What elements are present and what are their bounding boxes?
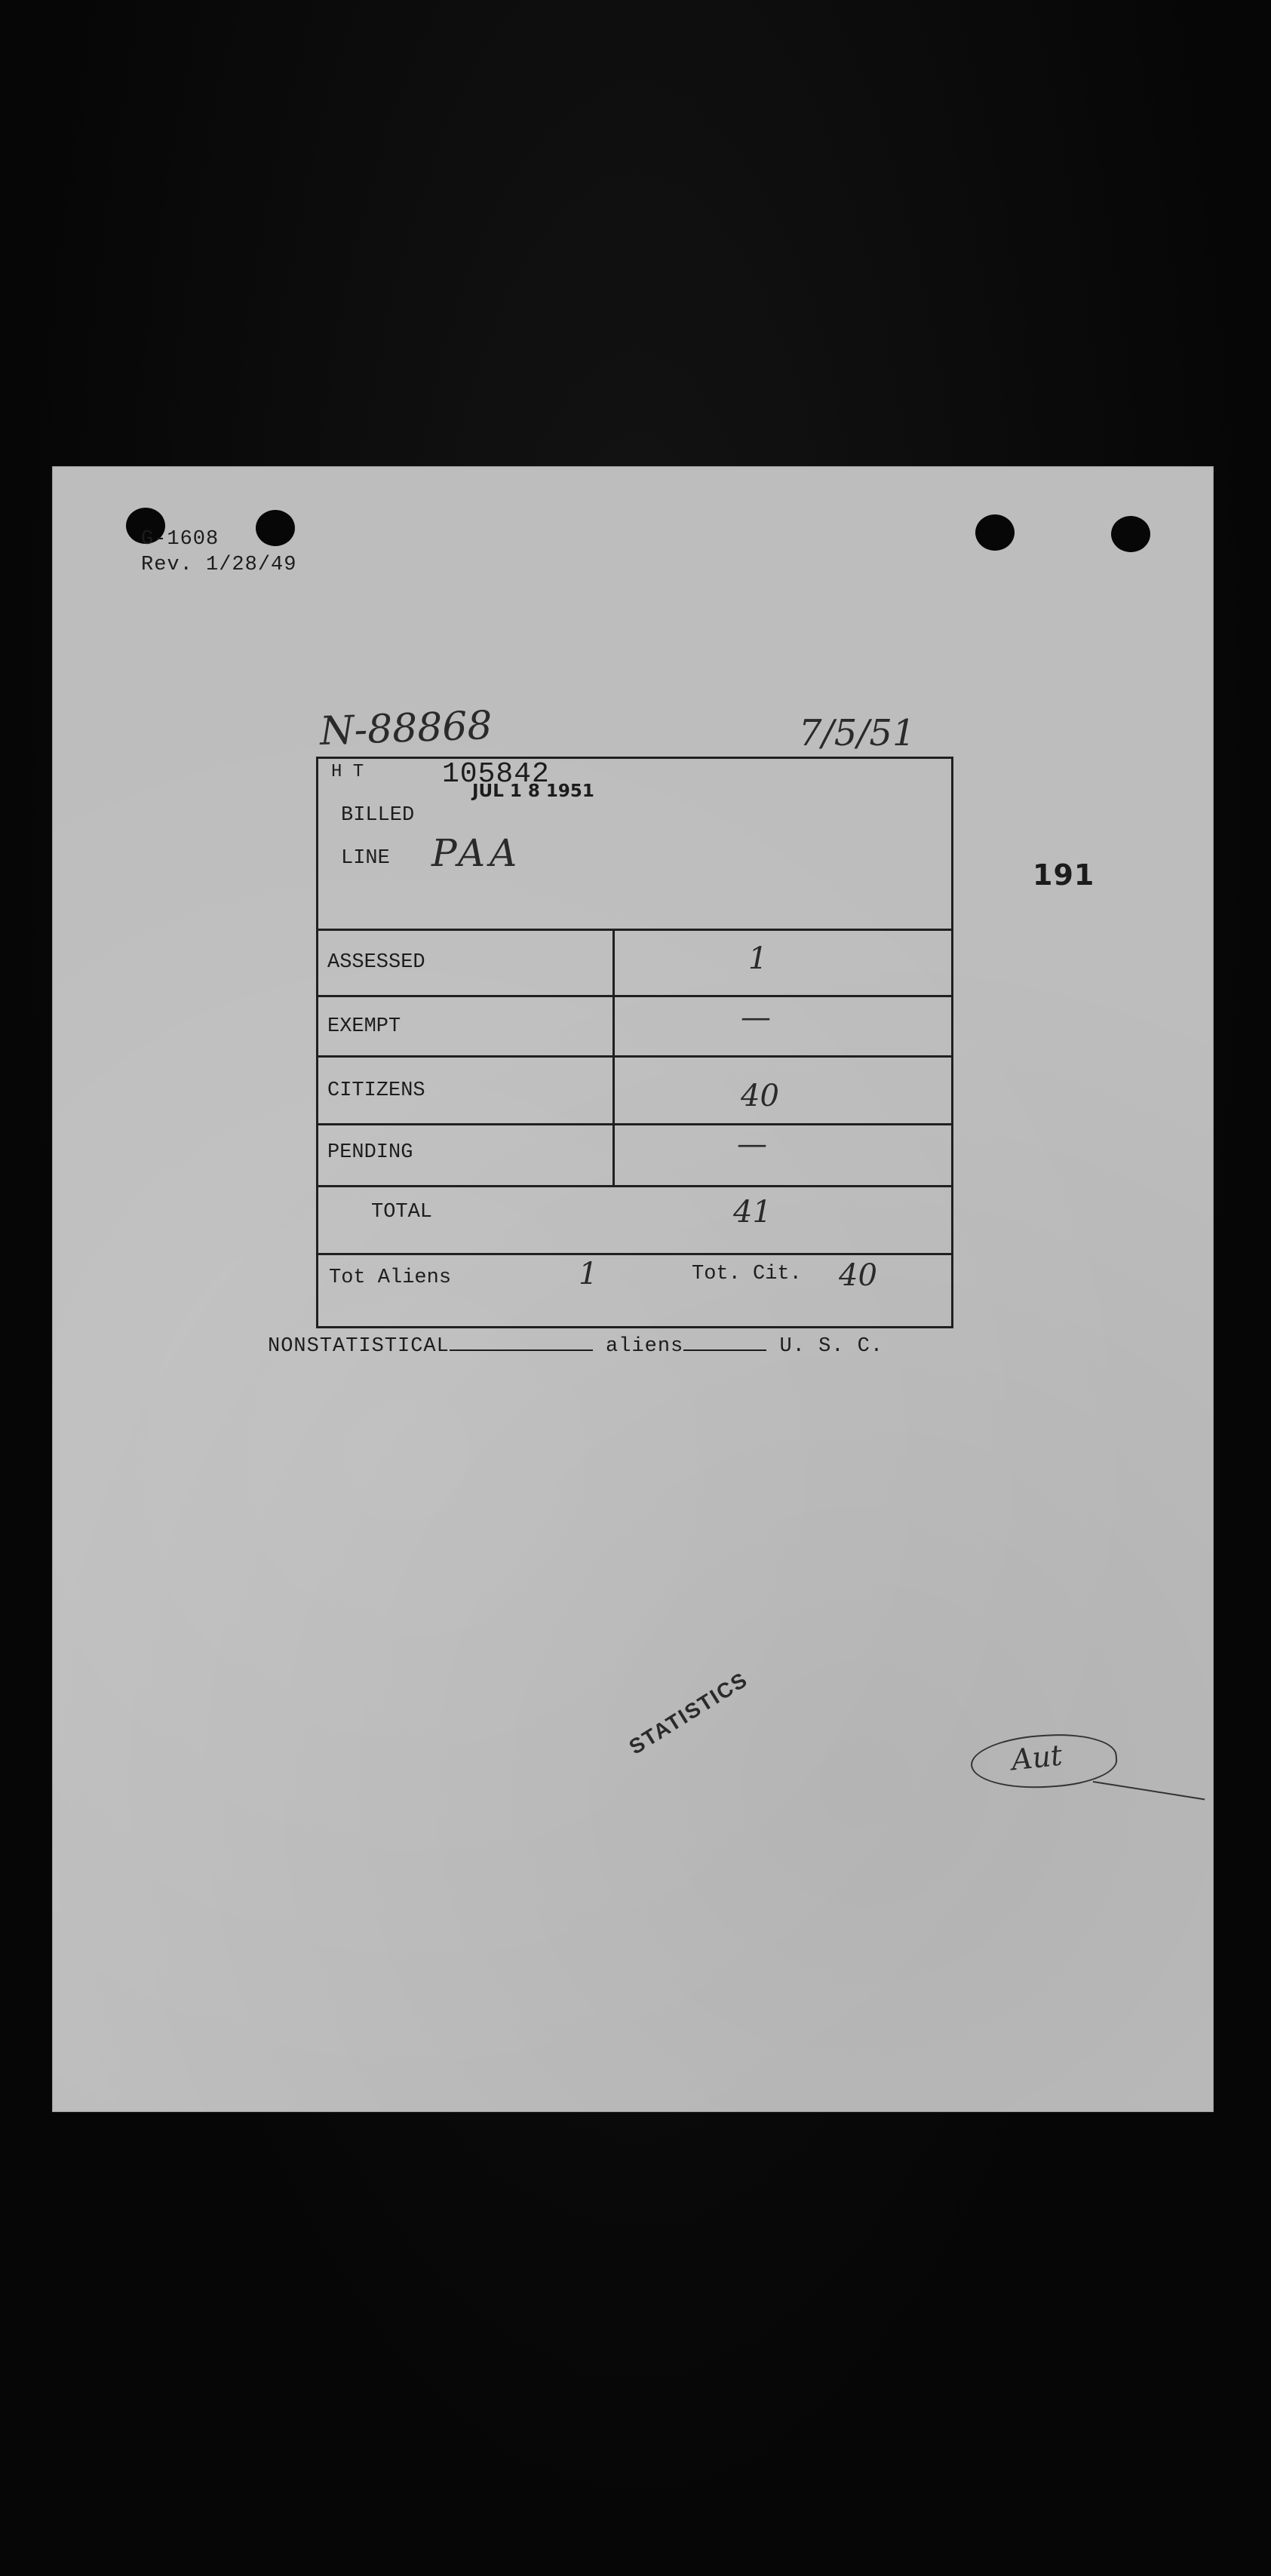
- row-label-pending: PENDING: [327, 1141, 413, 1164]
- total-citizens-label: Tot. Cit.: [692, 1263, 802, 1285]
- aliens-blank: [683, 1349, 766, 1351]
- line-label: LINE: [341, 847, 390, 870]
- row-value-pending: —: [737, 1127, 767, 1162]
- aliens-label: aliens: [606, 1335, 684, 1358]
- page-number: 191: [1033, 858, 1095, 892]
- statistics-stamp: STATISTICS: [625, 1667, 752, 1759]
- table-divider: [318, 929, 951, 931]
- document-sheet: [52, 466, 1214, 2112]
- inspector-initials: Aut: [1009, 1738, 1064, 1777]
- form-number: G-1608: [141, 528, 220, 551]
- table-divider: [318, 1055, 951, 1058]
- row-label-exempt: EXEMPT: [327, 1015, 401, 1038]
- total-citizens-value: 40: [839, 1258, 877, 1293]
- initials-tail: [1093, 1781, 1205, 1800]
- billed-label: BILLED: [341, 804, 415, 827]
- usc-label: U. S. C.: [779, 1335, 884, 1358]
- row-label-citizens: CITIZENS: [327, 1079, 425, 1102]
- line-value: PAA: [431, 831, 522, 875]
- punch-hole-2: [256, 510, 295, 546]
- table-divider: [318, 1123, 951, 1125]
- row-value-citizens: 40: [741, 1079, 779, 1113]
- total-aliens-label: Tot Aliens: [329, 1267, 452, 1289]
- total-aliens-value: 1: [579, 1257, 598, 1291]
- form-revision: Rev. 1/28/49: [141, 554, 297, 576]
- row-value-exempt: —: [741, 1000, 771, 1035]
- punch-hole-4: [1111, 516, 1150, 552]
- ht-label: H T: [331, 762, 364, 782]
- punch-hole-3: [975, 514, 1015, 551]
- nonstatistical-label: NONSTATISTICAL: [268, 1335, 450, 1358]
- manifest-date: 7/5/51: [799, 712, 916, 754]
- row-label-assessed: ASSESSED: [327, 951, 425, 974]
- manifest-table: [316, 757, 953, 1328]
- ht-number: 105842: [442, 758, 550, 791]
- received-date-stamp: JUL 1 8 1951: [472, 781, 594, 801]
- table-divider: [318, 995, 951, 997]
- table-divider: [318, 1253, 951, 1255]
- row-label-total: TOTAL: [371, 1201, 433, 1224]
- row-value-total: 41: [733, 1195, 772, 1230]
- row-value-assessed: 1: [748, 941, 768, 976]
- nonstatistical-blank: [450, 1349, 593, 1351]
- nonstatistical-line: [268, 1335, 883, 1358]
- column-divider: [612, 929, 615, 1185]
- file-number: N-88868: [319, 703, 493, 754]
- table-divider: [318, 1185, 951, 1187]
